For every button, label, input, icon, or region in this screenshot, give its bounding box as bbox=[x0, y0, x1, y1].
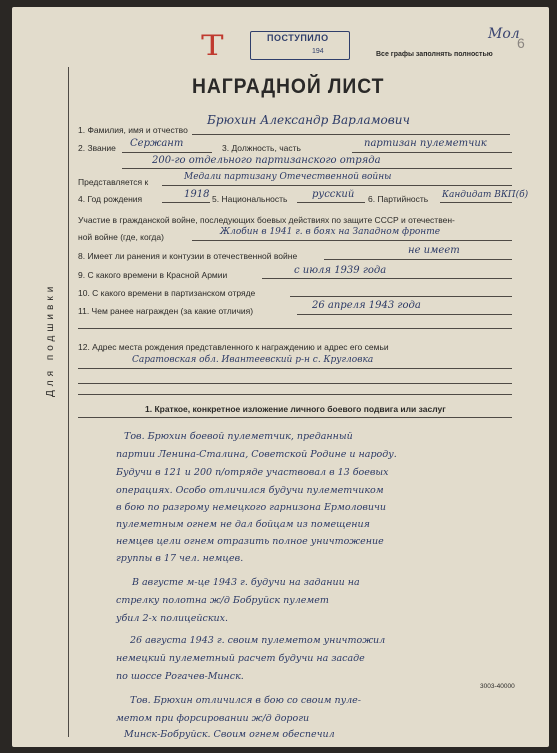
field-4-value: 1918 bbox=[184, 189, 210, 200]
award-sheet bbox=[12, 7, 549, 747]
field-5-label: 5. Национальность bbox=[212, 194, 288, 204]
field-5-value: русский bbox=[312, 189, 355, 200]
presented-value: Медали партизану Отечественной войны bbox=[184, 172, 392, 182]
field-9-value: с июля 1939 года bbox=[294, 265, 387, 276]
section-title: 1. Краткое, конкретное изложение личного боевого подвига или заслуг bbox=[145, 404, 446, 414]
field-1-label: 1. Фамилия, имя и отчество bbox=[78, 125, 188, 135]
field-12-label: 12. Адрес места рождения представленного к награждению и адрес его семьи bbox=[78, 342, 389, 352]
narrative-line: по шоссе Рогачев-Минск. bbox=[116, 671, 244, 682]
stamp-text: ПОСТУПИЛО bbox=[267, 33, 329, 43]
narrative-line: в бою по разгрому немецкого гарнизона Ермоловичи bbox=[116, 502, 387, 513]
field-11-value: 26 апреля 1943 года bbox=[312, 300, 421, 311]
field-2-value: Сержант bbox=[130, 138, 184, 149]
narrative-line: партии Ленина-Сталина, Советской Родине и народу. bbox=[116, 449, 397, 460]
narrative-line: Минск-Бобруйск. Своим огнем обеспечил bbox=[124, 729, 335, 740]
field-10-label: 10. С какого времени в партизанском отряде bbox=[78, 288, 256, 298]
field-8-label: 8. Имеет ли ранения и контузии в отечественной войне bbox=[78, 251, 298, 261]
corner-number: 6 bbox=[517, 35, 525, 51]
field-3-value-line2: 200-го отдельного партизанского отряда bbox=[152, 155, 381, 166]
field-12-value: Саратовская обл. Ивантеевский р-н с. Кругловка bbox=[132, 355, 374, 365]
fill-all-note: Все графы заполнять полностью bbox=[376, 51, 493, 58]
field-6-value: Кандидат ВКП(б) bbox=[442, 190, 529, 200]
stamp-year: 194 bbox=[312, 48, 324, 55]
narrative-line: убил 2-х полицейских. bbox=[116, 613, 228, 624]
narrative-line: В августе м-це 1943 г. будучи на задании на bbox=[132, 577, 360, 588]
presented-label: Представляется к bbox=[78, 177, 149, 187]
page-title: НАГРАДНОЙ ЛИСТ bbox=[192, 75, 385, 98]
field-7-value: Жлобин в 1941 г. в боях на Западном фронте bbox=[220, 227, 441, 237]
field-3-value: партизан пулеметчик bbox=[364, 138, 487, 149]
binding-label: Для подшивки bbox=[45, 282, 56, 397]
footer-code: 3003-40000 bbox=[480, 683, 515, 690]
binding-margin-line bbox=[68, 67, 69, 737]
narrative-line: стрелку полотна ж/д Бобруйск пулемет bbox=[116, 595, 329, 606]
corner-handwritten: Мол bbox=[488, 26, 520, 42]
field-7-label-line1: Участие в гражданской войне, последующих боевых действиях по защите СССР и отечествен- bbox=[78, 215, 455, 225]
narrative-line: метом при форсировании ж/д дороги bbox=[116, 713, 310, 724]
narrative-line: немецкий пулеметный расчет будучи на засаде bbox=[116, 653, 365, 664]
narrative-line: группы в 17 чел. немцев. bbox=[116, 553, 244, 564]
narrative-line: Тов. Брюхин отличился в бою со своим пуле- bbox=[130, 695, 362, 706]
narrative-line: операциях. Особо отличился будучи пулеметчиком bbox=[116, 485, 384, 496]
narrative-line: Тов. Брюхин боевой пулеметчик, преданный bbox=[124, 431, 353, 442]
field-1-value: Брюхин Александр Варламович bbox=[207, 113, 410, 127]
field-11-label: 11. Чем ранее награжден (за какие отличия) bbox=[78, 306, 254, 316]
red-mark: Т bbox=[201, 29, 224, 62]
field-9-label: 9. С какого времени в Красной Армии bbox=[78, 270, 228, 280]
narrative-line: пулеметным огнем не дал бойцам из помещения bbox=[116, 519, 370, 530]
field-3-label: 3. Должность, часть bbox=[222, 143, 301, 153]
field-7-label-line2: ной войне (где, когда) bbox=[78, 232, 164, 242]
field-8-value: не имеет bbox=[408, 245, 460, 256]
field-6-label: 6. Партийность bbox=[368, 194, 429, 204]
narrative-line: 26 августа 1943 г. своим пулеметом уничтожил bbox=[130, 635, 386, 646]
field-2-label: 2. Звание bbox=[78, 143, 116, 153]
narrative-line: немцев цели огнем отразить полное уничтожение bbox=[116, 536, 384, 547]
field-4-label: 4. Год рождения bbox=[78, 194, 143, 204]
narrative-line: Будучи в 121 и 200 п/отряде участвовал в 13 боевых bbox=[116, 467, 389, 478]
